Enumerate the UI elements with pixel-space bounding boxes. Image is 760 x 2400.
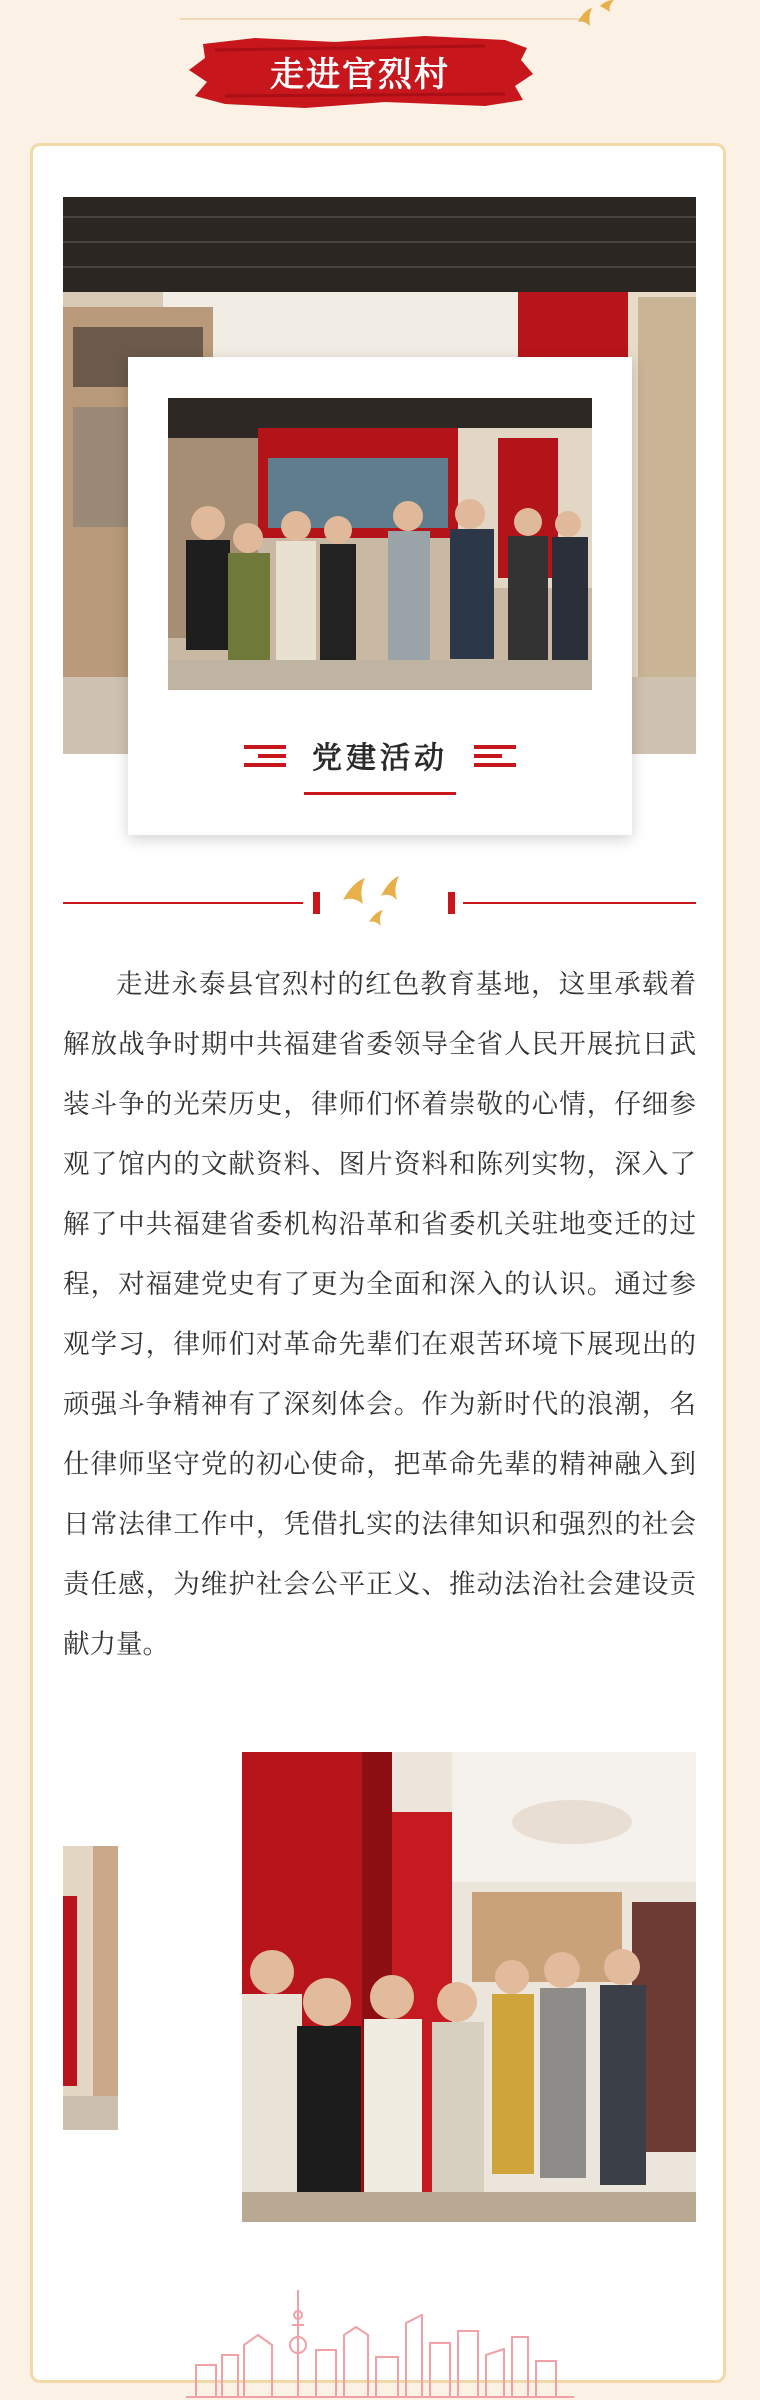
section-title-underline — [304, 792, 456, 795]
corridor-group-photo — [242, 1752, 696, 2222]
exhibit-corner-photo — [63, 1846, 118, 2130]
city-skyline-icon — [186, 2285, 574, 2400]
bird-divider — [63, 860, 696, 930]
article-paragraph: 走进永泰县官烈村的红色教育基地，这里承载着解放战争时期中共福建省委领导全省人民开展抗日武装斗争的光荣历史，律师们怀着崇敬的心情，仔细参观了馆内的文献资料、图片资料和陈列实物，深入了解了中共福建省委机构沿革和省委机关驻地变迁的过程，对福建党史有了更为全面和深入的认识。通过参观学习，律师们对革命先辈们在艰苦环境下展现出的顽强斗争精神有了深刻体会。作为新时代的浪潮，名仕律师坚守党的初心使命，把革命先辈的精神融入到日常法律工作中，凭借扎实的法律知识和强烈的社会责任感，为维护社会公平正义、推动法治社会建设贡献力量。 — [63, 969, 696, 1660]
group-visit-photo — [168, 398, 592, 690]
flying-birds-icon — [570, 0, 630, 40]
title-decor-right-icon — [474, 745, 516, 767]
page-title: 走进官烈村 — [270, 54, 450, 95]
top-divider-line — [180, 18, 580, 20]
bird-icon — [343, 878, 365, 904]
section-title: 党建活动 — [312, 741, 448, 776]
